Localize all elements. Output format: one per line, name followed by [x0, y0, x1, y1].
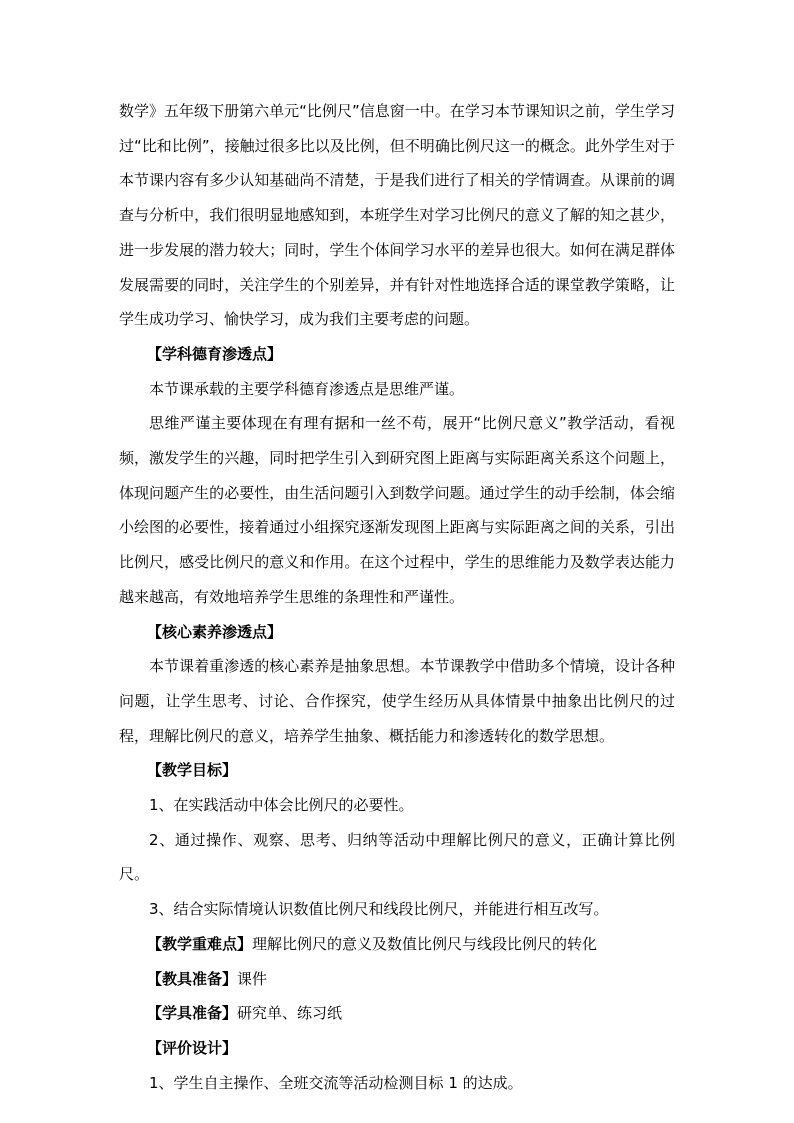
student-tools-line	[119, 996, 675, 1031]
teaching-tools-line	[119, 962, 675, 997]
key-points-text: 理解比例尺的意义及数值比例尺与线段比例尺的转化	[252, 934, 598, 953]
student-tools-text: 研究单、练习纸	[237, 1004, 343, 1023]
core-paragraph: 本节课着重渗透的核心素养是抽象思想。本节课教学中借助多个情境，设计各种问题，让学生思考、讨论、合作探究，使学生经历从具体情景中抽象出比例尺的过程，理解比例尺的意义，培养学生抽象、概括能力和渗透转化的数学思想。	[119, 657, 675, 745]
key-points-line	[119, 927, 675, 962]
teaching-tools-heading: 【教具准备】	[147, 969, 238, 988]
intro-paragraph: 数学》五年级下册第六单元“比例尺”信息窗一中。在学习本节课知识之前，学生学习过“比和比例”，接触过很多比以及比例，但不明确比例尺这一的概念。此外学生对于本节课内容有多少认知基础尚不清楚，于是我们进行了相关的学情调查。从课前的调查与分析中，我们很明显地感知到，本班学生对学习比例尺的意义了解的知之甚少，进一步发展的潜力较大；同时，学生个体间学习水平的差异也很大。如何在满足群体发展需要的同时，关注学生的个别差异，并有针对性地选择合适的课堂教学策略，让学生成功学习、愉快学习，成为我们主要考虑的问题。	[119, 102, 675, 329]
moral-paragraph-2: 思维严谨主要体现在有理有据和一丝不苟，展开“比例尺意义”教学活动，看视频，激发学生的兴趣，同时把学生引入到研究图上距离与实际距离关系这个问题上，体现问题产生的必要性，由生活问题引入到数学问题。通过学生的动手绘制，体会缩小绘图的必要性，接着通过小组探究逐渐发现图上距离与实际距离之间的关系，引出比例尺，感受比例尺的意义和作用。在这个过程中，学生的思维能力及数学表达能力越来越高，有效地培养学生思维的条理性和严谨性。	[119, 414, 675, 606]
evaluation-item-1: 1、学生自主操作、全班交流等活动检测目标 1 的达成。	[149, 1073, 523, 1092]
teaching-tools-text: 课件	[237, 969, 268, 988]
goal-item-1: 1、在实践活动中体会比例尺的必要性。	[149, 796, 414, 815]
moral-heading: 【学科德育渗透点】	[147, 344, 283, 363]
goal-item-3: 3、结合实际情境认识数值比例尺和线段比例尺，并能进行相互改写。	[149, 900, 609, 919]
goal-item-2: 2、通过操作、观察、思考、归纳等活动中理解比例尺的意义，正确计算比例尺。	[119, 830, 675, 884]
key-points-heading: 【教学重难点】	[147, 934, 253, 953]
goals-heading: 【教学目标】	[147, 761, 238, 780]
moral-paragraph-1: 本节课承载的主要学科德育渗透点是思维严谨。	[149, 379, 465, 398]
core-heading: 【核心素养渗透点】	[147, 622, 283, 641]
student-tools-heading: 【学具准备】	[147, 1004, 238, 1023]
document-body	[119, 94, 675, 1100]
evaluation-heading: 【评价设计】	[147, 1038, 238, 1057]
